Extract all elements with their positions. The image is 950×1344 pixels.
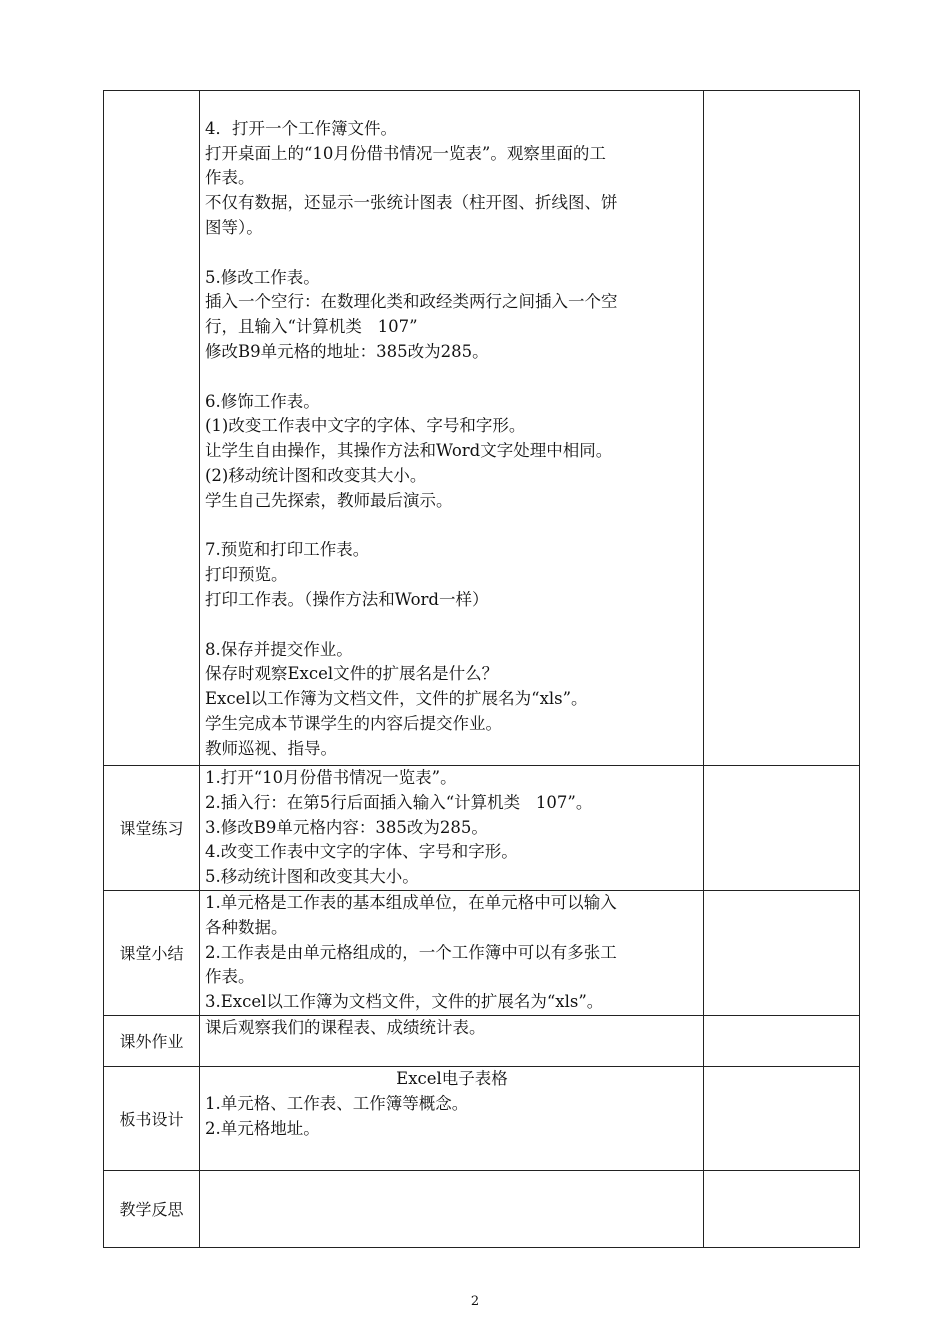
summary-row — [104, 890, 860, 1015]
practice-line: 2.插入行：在第5行后面插入输入“计算机类 107”。 — [205, 792, 593, 812]
practice-row — [104, 766, 860, 891]
page-number: 2 — [470, 1294, 480, 1309]
practice-line: 1.打开“10月份借书情况一览表”。 — [205, 768, 457, 787]
homework-text: 课后观察我们的课程表、成绩统计表。 — [205, 1017, 486, 1037]
board-line: 1.单元格、工作表、工作簿等概念。 — [205, 1093, 469, 1113]
summary-label: 课堂小结 — [104, 890, 200, 1015]
steps-line: 行，且输入“计算机类 107” — [205, 317, 418, 337]
homework-note-cell — [704, 1015, 860, 1066]
steps-line: 7.预览和打印工作表。 — [205, 540, 370, 560]
homework-label: 课外作业 — [104, 1015, 200, 1066]
steps-line — [205, 514, 699, 539]
practice-line: 5.移动统计图和改变其大小。 — [205, 867, 419, 887]
steps-line: 8.保存并提交作业。 — [205, 639, 353, 659]
steps-row — [104, 91, 860, 766]
steps-line: 打印预览。 — [205, 565, 288, 585]
steps-line: 学生自己先探索，教师最后演示。 — [205, 490, 453, 510]
board-row — [104, 1066, 860, 1170]
practice-note-cell — [704, 766, 860, 891]
reflection-content-cell — [200, 1170, 704, 1247]
homework-lines — [205, 1016, 699, 1041]
practice-label: 课堂练习 — [104, 766, 200, 891]
summary-line: 作表。 — [205, 967, 255, 987]
steps-line: 4．打开一个工作簿文件。 — [205, 118, 397, 138]
board-lines — [205, 1067, 699, 1141]
steps-content-cell — [200, 91, 704, 766]
steps-line: Excel以工作簿为文档文件，文件的扩展名为“xls”。 — [205, 689, 588, 709]
reflection-label: 教学反思 — [104, 1170, 200, 1247]
homework-row — [104, 1015, 860, 1066]
steps-line: 学生完成本节课学生的内容后提交作业。 — [205, 713, 502, 733]
steps-line: 教师巡视、指导。 — [205, 738, 337, 758]
steps-line: 图等）。 — [205, 217, 263, 237]
summary-content-cell — [200, 890, 704, 1015]
steps-label-cell — [104, 91, 200, 766]
steps-line — [205, 365, 699, 390]
board-label: 板书设计 — [104, 1066, 200, 1170]
steps-line — [205, 92, 699, 117]
steps-line: 5.修改工作表。 — [205, 267, 320, 287]
steps-line: 让学生自由操作，其操作方法和Word文字处理中相同。 — [205, 441, 613, 461]
steps-line — [205, 241, 699, 266]
summary-line: 1.单元格是工作表的基本组成单位，在单元格中可以输入 — [205, 892, 617, 912]
steps-line: 打印工作表。（操作方法和Word一样） — [205, 589, 489, 609]
steps-line: (2)移动统计图和改变其大小。 — [205, 465, 427, 485]
practice-line: 3.修改B9单元格内容：385改为285。 — [205, 817, 488, 837]
homework-content-cell — [200, 1015, 704, 1066]
steps-line: 插入一个空行：在数理化类和政经类两行之间插入一个空 — [205, 292, 618, 312]
practice-line: 4.改变工作表中文字的字体、字号和字形。 — [205, 842, 518, 862]
summary-lines — [205, 891, 699, 1015]
practice-lines — [205, 766, 699, 890]
board-note-cell — [704, 1066, 860, 1170]
summary-line: 各种数据。 — [205, 917, 288, 937]
board-line: 2.单元格地址。 — [205, 1118, 320, 1138]
steps-line: 不仅有数据，还显示一张统计图表（柱开图、折线图、饼 — [205, 193, 618, 213]
summary-line: 2.工作表是由单元格组成的，一个工作簿中可以有多张工 — [205, 942, 617, 962]
steps-line: 作表。 — [205, 168, 255, 188]
steps-line: 打开桌面上的“10月份借书情况一览表”。观察里面的工 — [205, 143, 606, 163]
steps-line: 6.修饰工作表。 — [205, 391, 320, 411]
summary-line: 3.Excel以工作簿为文档文件，文件的扩展名为“xls”。 — [205, 992, 604, 1012]
reflection-row — [104, 1170, 860, 1247]
board-content-cell — [200, 1066, 704, 1170]
practice-content-cell — [200, 766, 704, 891]
steps-note-cell — [704, 91, 860, 766]
board-title: Excel电子表格 — [396, 1068, 508, 1088]
steps-lines — [205, 91, 699, 762]
steps-line — [205, 613, 699, 638]
steps-line: (1)改变工作表中文字的字体、字号和字形。 — [205, 416, 526, 436]
steps-line: 保存时观察Excel文件的扩展名是什么？ — [205, 664, 499, 684]
steps-line: 修改B9单元格的地址：385改为285。 — [205, 341, 489, 361]
reflection-note-cell — [704, 1170, 860, 1247]
summary-note-cell — [704, 890, 860, 1015]
lesson-plan-table — [103, 90, 860, 1248]
